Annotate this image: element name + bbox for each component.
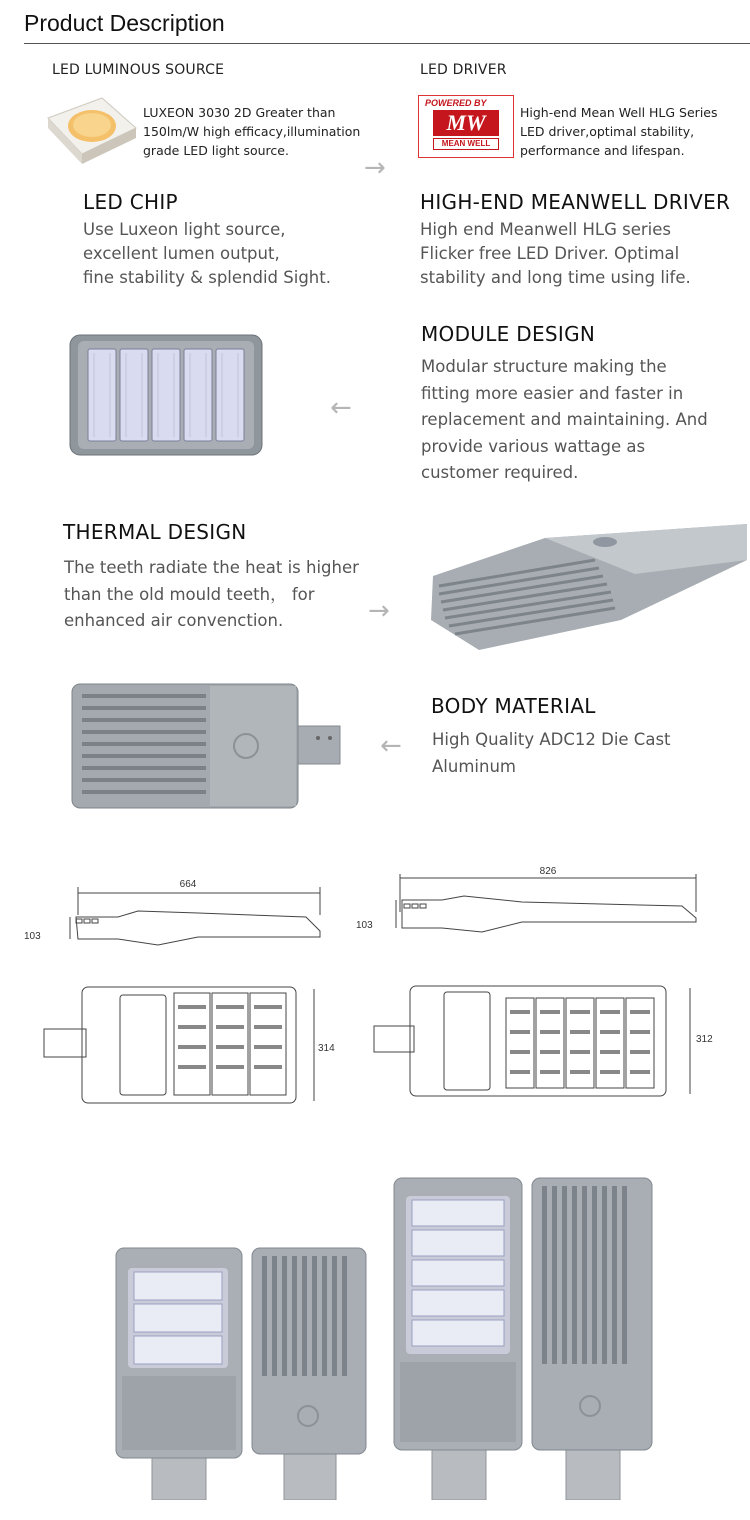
led-driver-line-3: performance and lifespan. bbox=[520, 143, 685, 158]
title-divider bbox=[24, 43, 750, 44]
arrow-left-icon-2: ← bbox=[380, 731, 402, 761]
led-chip-image bbox=[40, 88, 138, 168]
led-source-description bbox=[143, 103, 373, 160]
logo-mw: MW bbox=[433, 110, 499, 136]
dim-left-length: 664 bbox=[179, 879, 197, 890]
led-driver-description bbox=[520, 103, 748, 160]
module-line-2: fitting more easier and faster in bbox=[421, 383, 684, 403]
thermal-line-3: enhanced air convenction. bbox=[64, 611, 284, 630]
small-lamp-front-image bbox=[114, 1246, 244, 1500]
arrow-right-icon-2: → bbox=[368, 596, 390, 626]
led-source-line-1: LUXEON 3030 2D Greater than bbox=[143, 105, 336, 120]
meanwell-driver-text bbox=[420, 218, 740, 290]
led-source-line-3: grade LED light source. bbox=[143, 143, 289, 158]
meanwell-line-2: Flicker free LED Driver. Optimal bbox=[420, 244, 680, 263]
lamp-back-image bbox=[70, 682, 342, 810]
large-lamp-back-image bbox=[530, 1176, 654, 1500]
led-chip-heading: LED CHIP bbox=[83, 190, 178, 214]
led-chip-line-1: Use Luxeon light source, bbox=[83, 220, 286, 239]
logo-powered-by: POWERED BY bbox=[425, 98, 487, 108]
material-line-2: Aluminum bbox=[432, 756, 516, 776]
module-design-heading: MODULE DESIGN bbox=[421, 322, 596, 346]
led-chip-line-2: excellent lumen output, bbox=[83, 244, 280, 263]
dim-right-height: 103 bbox=[356, 920, 373, 931]
meanwell-logo bbox=[418, 95, 514, 158]
led-chip-line-3: fine stability & splendid Sight. bbox=[83, 268, 331, 287]
module-line-4: provide various wattage as bbox=[421, 436, 646, 456]
thermal-design-heading: THERMAL DESIGN bbox=[63, 520, 247, 544]
module-line-5: customer required. bbox=[421, 463, 579, 482]
led-driver-caption: LED DRIVER bbox=[420, 62, 507, 78]
heatsink-image bbox=[425, 520, 750, 652]
dim-left-height: 103 bbox=[24, 931, 41, 942]
drawing-right bbox=[352, 860, 732, 1105]
led-driver-line-2: LED driver,optimal stability, bbox=[520, 124, 695, 139]
meanwell-driver-heading: HIGH-END MEANWELL DRIVER bbox=[420, 190, 731, 214]
dim-right-width: 312 bbox=[696, 1034, 713, 1045]
page-title: Product Description bbox=[24, 10, 225, 36]
logo-mean-well: MEAN WELL bbox=[433, 138, 499, 150]
arrow-left-icon: ← bbox=[330, 393, 352, 423]
meanwell-line-3: stability and long time using life. bbox=[420, 268, 691, 287]
body-material-text bbox=[432, 727, 732, 780]
dim-left-width: 314 bbox=[318, 1043, 335, 1054]
arrow-right-icon: → bbox=[364, 153, 386, 183]
module-lamp-image bbox=[68, 333, 264, 457]
thermal-line-2: than the old mould teeth， for bbox=[64, 584, 315, 604]
dim-right-length: 826 bbox=[539, 866, 557, 877]
module-design-text bbox=[421, 354, 741, 487]
small-lamp-back-image bbox=[250, 1246, 368, 1500]
led-source-caption: LED LUMINOUS SOURCE bbox=[52, 62, 225, 78]
meanwell-line-1: High end Meanwell HLG series bbox=[420, 220, 672, 239]
large-lamp-front-image bbox=[392, 1176, 524, 1500]
led-driver-line-1: High-end Mean Well HLG Series bbox=[520, 105, 718, 120]
thermal-line-1: The teeth radiate the heat is higher bbox=[64, 558, 359, 577]
led-chip-text bbox=[83, 218, 383, 290]
led-source-line-2: 150lm/W high efficacy,illumination bbox=[143, 124, 361, 139]
module-line-3: replacement and maintaining. And bbox=[421, 410, 708, 429]
module-line-1: Modular structure making the bbox=[421, 357, 667, 376]
thermal-design-text bbox=[64, 555, 384, 635]
body-material-heading: BODY MATERIAL bbox=[431, 694, 596, 718]
drawing-left bbox=[18, 865, 363, 1110]
material-line-1: High Quality ADC12 Die Cast bbox=[432, 730, 671, 749]
